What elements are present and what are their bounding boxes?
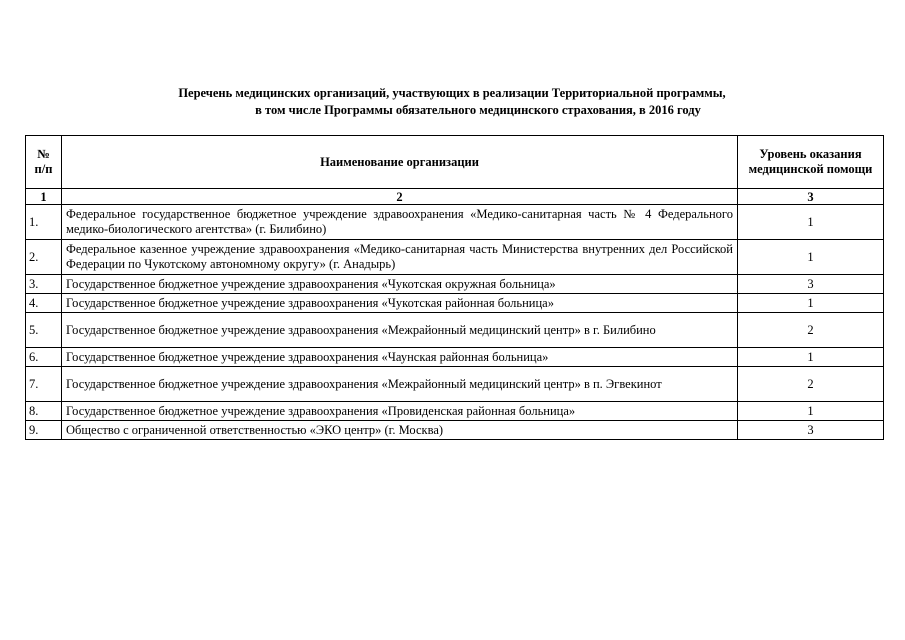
row-number: 2. bbox=[26, 240, 62, 275]
header-number-line-1: № bbox=[37, 147, 50, 161]
row-number: 3. bbox=[26, 275, 62, 294]
table-row bbox=[26, 348, 884, 367]
row-number: 7. bbox=[26, 367, 62, 402]
organizations-table bbox=[25, 135, 884, 440]
row-number: 6. bbox=[26, 348, 62, 367]
care-level: 2 bbox=[738, 313, 884, 348]
row-number: 8. bbox=[26, 402, 62, 421]
header-number bbox=[26, 136, 62, 189]
table-row bbox=[26, 367, 884, 402]
title-line-2: в том числе Программы обязательного медицинского страхования, в 2016 году bbox=[255, 103, 701, 117]
organization-name: Государственное бюджетное учреждение здравоохранения «Провиденская районная больница» bbox=[62, 402, 738, 421]
table-row bbox=[26, 205, 884, 240]
organization-name: Государственное бюджетное учреждение здравоохранения «Чукотская окружная больница» bbox=[62, 275, 738, 294]
care-level: 1 bbox=[738, 348, 884, 367]
care-level: 1 bbox=[738, 205, 884, 240]
table-row bbox=[26, 421, 884, 440]
column-number-3: 3 bbox=[738, 189, 884, 205]
organization-name: Государственное бюджетное учреждение здравоохранения «Чукотская районная больница» bbox=[62, 294, 738, 313]
care-level: 3 bbox=[738, 421, 884, 440]
organization-name: Федеральное казенное учреждение здравоохранения «Медико-санитарная часть Министерства внутренних дел Российской Федерации по Чукотскому автономному округу» (г. Анадырь) bbox=[62, 240, 738, 275]
care-level: 1 bbox=[738, 294, 884, 313]
organization-name: Государственное бюджетное учреждение здравоохранения «Чаунская районная больница» bbox=[62, 348, 738, 367]
table-row bbox=[26, 240, 884, 275]
table-row bbox=[26, 294, 884, 313]
table-row bbox=[26, 275, 884, 294]
care-level: 1 bbox=[738, 240, 884, 275]
column-number-1: 1 bbox=[26, 189, 62, 205]
organization-name: Общество с ограниченной ответственностью «ЭКО центр» (г. Москва) bbox=[62, 421, 738, 440]
row-number: 4. bbox=[26, 294, 62, 313]
organization-name: Государственное бюджетное учреждение здравоохранения «Межрайонный медицинский центр» в п. Эгвекинот bbox=[62, 367, 738, 402]
row-number: 5. bbox=[26, 313, 62, 348]
table-row bbox=[26, 402, 884, 421]
header-care-level: Уровень оказания медицинской помощи bbox=[738, 136, 884, 189]
column-number-2: 2 bbox=[62, 189, 738, 205]
row-number: 1. bbox=[26, 205, 62, 240]
table-row bbox=[26, 313, 884, 348]
row-number: 9. bbox=[26, 421, 62, 440]
document-title bbox=[22, 85, 882, 119]
care-level: 3 bbox=[738, 275, 884, 294]
title-line-1: Перечень медицинских организаций, участвующих в реализации Территориальной программы, bbox=[178, 86, 726, 100]
header-number-line-2: п/п bbox=[34, 162, 53, 176]
organization-name: Федеральное государственное бюджетное учреждение здравоохранения «Медико-санитарная часть № 4 Федерального медико-биологического агентства» (г. Билибино) bbox=[62, 205, 738, 240]
header-organization-name: Наименование организации bbox=[62, 136, 738, 189]
organization-name: Государственное бюджетное учреждение здравоохранения «Межрайонный медицинский центр» в г. Билибино bbox=[62, 313, 738, 348]
care-level: 1 bbox=[738, 402, 884, 421]
care-level: 2 bbox=[738, 367, 884, 402]
